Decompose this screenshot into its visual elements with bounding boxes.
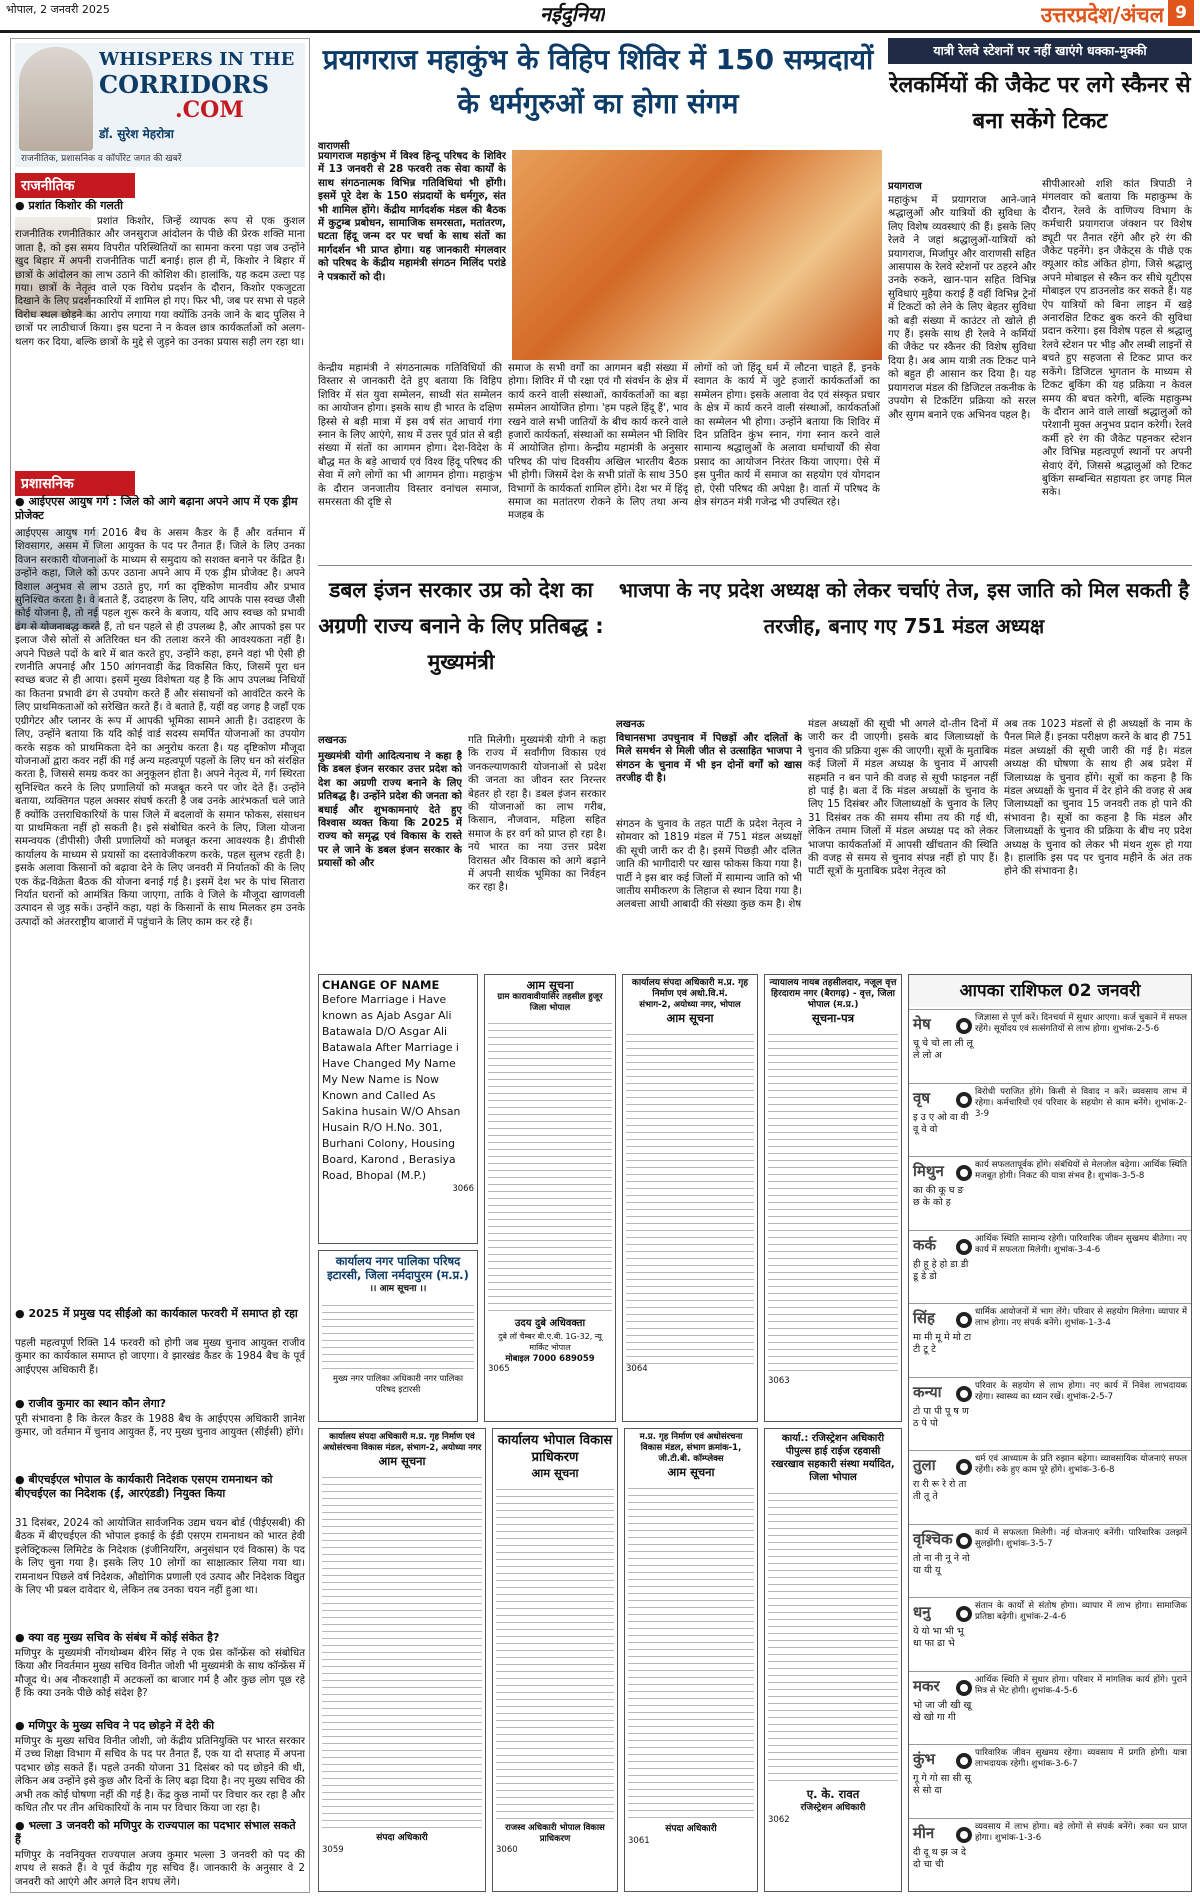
- yogi-dateline: लखनऊ: [318, 735, 347, 746]
- kumbh-headline: प्रयागराज महाकुंभ के विहिप शिविर में 150 सम्प्रदायों के धर्मगुरुओं का होगा संगम: [322, 43, 874, 120]
- item4-body: पूरी संभावना है कि केरल कैडर के 1988 बैच के आईएएस अधिकारी ज्ञानेश कुमार, जो वर्तमान में चुनाव आयुक्त हैं, नए मुख्य चुनाव आयुक्त (सीईसी) होंगे।: [15, 1414, 305, 1439]
- item3-title-text: 2025 में प्रमुख पद सीईओ का कार्यकाल फरवरी में समाप्त हो रहा: [28, 1307, 298, 1320]
- kumbh-body2: समाज के सभी वर्गों का आगमन बड़ी संख्या में होगा। शिविर में पौ रक्षा एवं गौ संवर्धन के क्षेत्र में कार्य करने वाली संस्थाओं, कार्यकर्ताओं का बड़ा सम्मेलन आयोजित होगा। 'हम पहले हिंदू हैं', भाव रखने वाले सभी जातियों के बीच कार्य करने वाले हजारों कार्यकर्ता, संस्थाओं का सम्मेलन भी शिविर में आयोजित होगा। केन्द्रीय महामंत्री के अनुसार परिषद की पांच दिवसीय अखिल भारतीय बैठक भी होगी। जिसमें देश के सभी प्रांतों के साथ 350 विभागों के कार्यकर्ता शामिल होंगे। देश भर में हिंदू समाज का मतांतरण रोकने के लिए तथा अन्य मजहब के: [508, 363, 688, 522]
- zodiac-symbol-icon: [953, 1457, 975, 1477]
- bjp-body2: मंडल अध्यक्षों की सूची भी अगले दो-तीन दिनों में जारी कर दी जाएगी। इसके बाद जिलाध्यक्षों के चुनाव की प्रक्रिया शुरू की जाएगी। सूत्रों के मुताबिक कई जिलों में मंडल अध्यक्ष के चुनाव में आपसी सहमति न बन पाने की वजह से सूची फाइनल नहीं हो पाई है। बता दें कि मंडल अध्यक्षों के चुनाव के लिए 15 दिसंबर और जिलाध्यक्षों के चुनाव के लिए 31 दिसंबर तक की समय सीमा तय की गई थी, लेकिन तमाम जिलों में मंडल अध्यक्ष पद को लेकर भाजपा कार्यकर्ताओं में आपसी खींचतान की स्थिति की वजह से समय से चुनाव संपन्न नहीं हो पाए हैं। पार्टी सूत्रों के मुताबिक प्रदेश नेतृत्व को: [808, 719, 998, 878]
- ad-code-7: 3062: [768, 1815, 790, 1825]
- change-name-ad: [318, 974, 478, 1244]
- kumbh-body3: लोगों को जो हिंदू धर्म में लौटना चाहते हैं, इनके स्वागत के कार्य में जुटे हजारों कार्यकर्ताओं का सम्मेलन होगा। इसके अलावा वेद एवं संस्कृत प्रचार के क्षेत्र में कार्य करने वाली संस्थाओं, कार्यकर्ताओं का सम्मेलन भी होगा। उन्होंने बताया कि शिविर में दिन प्रतिदिन कुंभ स्नान, गंगा स्नान करने वाले सामान्य श्रद्धालुओं के अलावा धर्माचार्यों की सेवा प्रसाद का आयोजन निरंतर किया जाएगा। ऐसे में इस पुनीत कार्य में समाज का सहयोग एवं योगदान हो, ऐसी परिषद की अपेक्षा है। वार्ता में परिषद के क्षेत्र संगठन मंत्री गजेन्द्र भी उपस्थित रहे।: [694, 363, 880, 509]
- header-rule: [0, 30, 1200, 33]
- item8-title-text: भल्ला 3 जनवरी को मणिपुर के राज्यपाल का पदभार संभाल सकते हैं: [15, 1819, 296, 1846]
- railway-dateline: प्रयागराज: [888, 181, 922, 192]
- rashi-prediction: कार्य में सफलता मिलेगी। नई योजनाएं बनेंगी। पारिवारिक उलझनें सुलझेंगी। शुभांक-3-5-7: [975, 1527, 1187, 1549]
- aam1-text: [488, 1017, 612, 1317]
- advocate-phone: मोबाइल 7000 689059: [505, 1354, 595, 1364]
- item2-body: आईएएस आयुष गर्ग 2016 बैच के असम कैडर के हैं और वर्तमान में शिवसागर, असम में जिला आयुक्त के पद पर तैनात हैं। जिले के लिए उनका विजन सरकारी योजनाओं के माध्यम से समुदाय को सशक्त बनाने पर केंद्रित है। उन्होंने कहा, जिले को ऊपर उठाना अपने आप में एक ड्रीम प्रोजेक्ट है। अपने विशाल अनुभव से लाभ उठाते हुए, गर्ग का दृष्टिकोण मानवीय और प्रभाव सुनिश्चित करता है। वे बताते हैं, उदाहरण के लिए, यदि आपके पास स्वच्छ जैसी कोई योजना है, तो नई पहल शुरू करने के बजाय, यदि आप स्वच्छ को प्रभावी ढंग से योजनाबद्ध करते हैं, तो धन पहले से ही उपलब्ध है, और आपको इस पर इलाज जैसे स्रोतों से अतिरिक्त धन की तलाश करने की आवश्यकता नहीं है। अपने पिछले पदों के बारे में बात करते हुए, उन्होंने कहा, हमने वहां भी ऐसी ही रणनीति अपनाई और 150 आंगनवाड़ी केंद्र विकसित किए, जिसमें पूरा धन स्वच्छ बजट से ही आया। इसमें मुख्य विशेषता यह है कि आप उपलब्ध निधियों का कितना प्रभावी ढंग से उपयोग करते हैं और संसाधनों को आवंटित करने के लिए प्राथमिकताओं को सरेखित करते हैं। वे बताते हैं, यहीं वह जगह है जहाँ एक एग्रीगेटर और प्लानर के रूप में आपकी भूमिका सामने आती है। उदाहरण के लिए, उन्होंने बताया कि यदि कोई वार्ड सदस्य समर्पित योजनाओं का उपयोग करके सड़क को प्राथमिकता देने का अनुरोध करता है। यह दृष्टिकोण मौजूदा योजनाओं द्वारा कवर नहीं की गई अन्य महत्वपूर्ण पहलों के लिए धन को संरक्षित करता है, जिससे समग्र कवर का अनुकूलन होता है। अपने नेतृत्व में, गर्ग स्थिरता सुनिश्चित करने के लिए प्रणालियों को मजबूत करने पर जोर देते हैं। उन्होंने बताया, व्यक्तिगत पहल अक्सर संघर्ष करती है जब उनके आरंभकर्ता चले जाते हैं क्योंकि उत्तराधिकारियों के पास जिले में बदलावों के समान फोकस, संसाधन या प्राथमिकता नहीं हो सकती है। इसे संबोधित करने के लिए, जिला योजना समन्वयक (डीपीसी) जैसी प्रणालियों को मजबूत करना आवश्यक है। डीपीसी कार्यालय के माध्यम से प्रयासों का दस्तावेजीकरण करके, पहल सुलभ रहती है। इसके अलावा किसानों को बढ़ावा देने के लिए जनवरी में निर्यातकों की के लिए एक केंद्र-विक्रेता बैठक की योजना बनाई गई है। इसमें देश भर के पांच सितारा निर्यात घरानों को आमंत्रित किया जाएगा, ताकि वे जिले के मौजूदा खाणवली उत्पादन से जुड़ सकें। उन्होंने कहा, यहां के किसानों के साथ मिलकर हम उनके उत्पादों को अंतरराष्ट्रीय बाजारों में पहुंचाने के लिए काम कर रहे हैं।: [15, 528, 305, 928]
- tahsildar-notice: [764, 974, 902, 1422]
- item6-title-text: क्या वह मुख्य सचिव के संबंध में कोई संकेत है?: [28, 1631, 220, 1644]
- newspaper-logo: नईदुनिया: [540, 2, 605, 26]
- rashi-letters: मा मी मू मे मो टा टी टू टे: [913, 1332, 972, 1355]
- rashi-name: तुला: [913, 1456, 936, 1474]
- zodiac-symbol-icon: [953, 1310, 975, 1330]
- item1-title-text: प्रशांत किशोर की गलती: [28, 199, 123, 212]
- registrar-title: कार्या.: रजिस्ट्रेशन अधिकारी पीपुल्स हाई राईज रहवासी रखरखाव सहकारी संस्था मर्यादित, जिला भोपाल: [771, 1433, 895, 1483]
- rashi-name: मिथुन: [913, 1162, 944, 1180]
- zodiac-symbol-icon: [953, 1604, 975, 1624]
- admin-section-head: प्रशासनिक: [15, 471, 135, 496]
- gruha-sign: संपदा अधिकारी: [665, 1824, 717, 1834]
- kumbh-lead: प्रयागराज महाकुंभ में विश्व हिन्दू परिषद के शिविर में 13 जनवरी से 28 फरवरी तक सेवा कार्यों के साथ संगठनात्मक विभिन्न गतिविधियां भी होंगी। इसमें पूरे देश के 150 संप्रदायों के धर्मगुरु, संत भी शामिल होंगे। केंद्रीय मार्गदर्शक मंडल की बैठक में कुटुम्ब प्रबोधन, सामाजिक समरसता, मतांतरण, घटता हिंदू जन्म दर पर चर्चा के साथ संतों का मार्गदर्शन भी प्राप्त होगा। यह जानकारी मंगलवार को परिषद के केंद्रीय महामंत्री संगठन मिलिंद परांडे ने पत्रकारों को दी।: [318, 151, 506, 283]
- item8-body: मणिपुर के नवनियुक्त राज्यपाल अजय कुमार भल्ला 3 जनवरी को पद की शपथ ले सकते हैं। वे पूर्व केंद्रीय गृह सचिव हैं। जानकारी के अनुसार वे 2 जनवरी को आएंगे और अगले दिन शपथ लेंगे।: [15, 1850, 305, 1888]
- estate-notice: [318, 1428, 486, 1892]
- registrar-text: [768, 1487, 898, 1787]
- issue-date: भोपाल, 2 जनवरी 2025: [6, 3, 110, 16]
- bda-text: [496, 1483, 614, 1823]
- section-title: उत्तरप्रदेश/अंचल: [1040, 3, 1164, 27]
- kumbh-dateline: वाराणसी: [318, 141, 350, 152]
- rashi-letters: दी दू थ झ ञ दे दो चा ची: [913, 1846, 966, 1870]
- change-name-code: 3066: [452, 1184, 474, 1194]
- rashi-row: [909, 1818, 1191, 1892]
- rashi-name: धनु: [913, 1603, 931, 1621]
- rashi-row: [909, 1156, 1191, 1230]
- change-name-body: Before Marriage i Have known as Ajab Asgar Ali Batawala D/O Asgar Ali Batawala After Marriage i Have Changed My Name My New Name is Now Known and Called As Sakina husain W/O Ahsan Husain R/O H.No. 301, Burhani Colony, Housing Board, Karond , Berasiya Road, Bhopal (M.P.): [322, 993, 461, 1182]
- karyalay-sub: संभाग-2, अयोध्या नगर, भोपाल: [639, 1000, 741, 1010]
- karyalay-text: [626, 1028, 754, 1364]
- ad-code-4: 3059: [322, 1845, 344, 1855]
- political-section-head: राजनीतिक: [15, 173, 135, 198]
- itarsi-sign: मुख्य नगर पालिका अधिकारी नगर पालिका परिषद इटारसी: [332, 1374, 464, 1395]
- zodiac-symbol-icon: [953, 1678, 975, 1698]
- karyalay-title: कार्यालय संपदा अधिकारी म.प्र. गृह निर्माण एवं अधो.वि.मं.: [631, 978, 749, 999]
- estate-sub: आम सूचना: [378, 1454, 426, 1468]
- rashi-name: वृश्चिक: [913, 1529, 953, 1548]
- railway-body1: महाकुंभ में प्रयागराज आने-जाने श्रद्धालुओं और यात्रियों की सुविधा के लिए विशेष व्यवस्थाएं की हैं। इसके लिए रेलवे ने जहां श्रद्धालुओं-यात्रियों को प्रयागराज, मिर्जापुर और वाराणसी सहित आसपास के रेलवे स्टेशनों पर ठहरने और उनके रुकने, खान-पान सहित विभिन्न सुविधाएं मुहैया कराई हैं वहीं विभिन्न ट्रेनों में टिकटों को लेने के लिए बेहतर सुविधा को बड़ी संख्या में काउंटर तो खोले ही गए हैं। इसके साथ ही रेलवे ने कर्मियों की जैकेट पर स्कैनर की विशेष सुविधा दिया है। अब आम यात्री तक टिकट पाने को बहुत ही आसान कर दिया है। यह प्रयागराज मंडल की डिजिटल तकनीक के उपयोग से टिकटिंग प्रक्रिया को सरल और सुगम बनाने एक अभिनव पहल है।: [888, 195, 1036, 421]
- item4-title-text: राजीव कुमार का स्थान कौन लेगा?: [28, 1397, 167, 1410]
- gruha-title: म.प्र. गृह निर्माण एवं अधोसंरचना विकास मंडल, संभाग क्रमांक-1, जी.टी.बी. कॉम्प्लेक्स: [639, 1432, 743, 1464]
- tahsildar-text: [768, 1028, 898, 1376]
- estate-sign: संपदा अधिकारी: [376, 1833, 428, 1843]
- author-name: डॉ. सुरेश मेहरोत्रा: [99, 127, 174, 141]
- aam1-sub: ग्राम कारावावीयासिर तहसील हुजूर जिला भोपाल: [497, 992, 603, 1013]
- itarsi-sub: ।। आम सूचना ।।: [369, 1284, 427, 1294]
- item2-title-text: आईएएस आयुष गर्ग : जिले को आगे बढ़ाना अपने आप में एक ड्रीम प्रोजेक्ट: [15, 495, 298, 522]
- rashi-row: [909, 1083, 1191, 1157]
- whispers-logo-line2: CORRIDORS: [99, 71, 270, 99]
- zodiac-symbol-icon: [953, 1384, 975, 1404]
- item8-title: ● भल्ला 3 जनवरी को मणिपुर के राज्यपाल का पदभार संभाल सकते हैं: [15, 1819, 296, 1846]
- registrar-role: रजिस्ट्रेशन अधिकारी: [800, 1803, 866, 1813]
- whispers-tagline: राजनीतिक, प्रशासनिक व कॉर्पोरेट जगत की खबरें: [21, 154, 182, 164]
- ad-code-6: 3061: [628, 1836, 650, 1846]
- rashi-letters: चू चे चो ला ली लू ले लो अ: [913, 1038, 973, 1061]
- rashi-name: मकर: [913, 1676, 940, 1695]
- rashi-prediction: कार्य सफलतापूर्वक होंगे। संबंधियों से मेलजोल बढ़ेगा। आर्थिक स्थिति मजबूत होगी। निकट की यात्रा संभव है। शुभांक-3-5-8: [975, 1160, 1187, 1182]
- yogi-body: गति मिलेगी। मुख्यमंत्री योगी ने कहा कि राज्य में सर्वांगीण विकास एवं जनकल्याणकारी योजनाओं से प्रदेश की जनता का जीवन स्तर निरन्तर बेहतर हो रहा है। डबल इंजन सरकार की योजनाओं का लाभ गरीब, किसान, नौजवान, महिला सहित समाज के हर वर्ग को प्राप्त हो रहा है। नये भारत का नया उत्तर प्रदेश विरासत और विकास को आगे बढ़ाने में अपनी सार्थक भूमिका का निर्वहन कर रहा है।: [468, 735, 606, 894]
- zodiac-symbol-icon: [953, 1090, 975, 1110]
- item5-body: 31 दिसंबर, 2024 को आयोजित सार्वजनिक उद्यम चयन बोर्ड (पीईएसबी) की बैठक में बीएचईएल की भोपाल इकाई के ईडी एसएम रामनाथन को भारत हेवी इलेक्ट्रिकल्स लिमिटेड के निदेशक (इंजीनियरिंग, अनुसंधान एवं विकास) के पद के लिए चुना गया है। इसके लिए 10 लोगों का साक्षात्कार लिया गया था। रामनाथन पिछले वर्ष निदेशक, औद्योगिक प्रणाली एवं उत्पाद और निदेशक विद्युत के लिए भी प्रबल दावेदार थे, लेकिन तब उनका चयन नहीं हुआ था।: [15, 1518, 305, 1597]
- bda-notice: [492, 1428, 618, 1892]
- rashi-prediction: विरोधी पराजित होंगे। किसी से विवाद न करें। व्यवसाय लाभ में रहेगा। कर्मचारियों एवं परिवार के सहयोग से काम बनेंगे। शुभांक-2-3-9: [975, 1086, 1187, 1120]
- yogi-headline: डबल इंजन सरकार उप्र को देश का अग्रणी राज्य बनाने के लिए प्रतिबद्ध : मुख्यमंत्री: [318, 578, 604, 674]
- rashi-letters: ही हू हे हो डा डी डू डे डो: [913, 1258, 969, 1282]
- bjp-headline: भाजपा के नए प्रदेश अध्यक्ष को लेकर चर्चाएं तेज, इस जाति को मिल सकती है तरजीह, बनाए गए 751 मंडल अध्यक्ष: [618, 578, 1190, 638]
- rashi-prediction: संतान के कार्यों से संतोष होगा। व्यापार में लाभ होगा। सामाजिक प्रतिष्ठा बढ़ेगी। शुभांक-2-4-6: [975, 1601, 1187, 1623]
- item3-title: ● 2025 में प्रमुख पद सीईओ का कार्यकाल फरवरी में समाप्त हो रहा: [15, 1307, 298, 1320]
- item3-body: पहली महत्वपूर्ण रिक्ति 14 फरवरी को होगी जब मुख्य चुनाव आयुक्त राजीव कुमार का कार्यकाल समाप्त हो जाएगा। वे झारखंड कैडर के 1984 बैच के पूर्व आईएएस अधिकारी हैं।: [15, 1338, 305, 1376]
- zodiac-symbol-icon: [953, 1531, 975, 1551]
- rashi-letters: टो पा पी पू ष ण ठ पे पो: [913, 1405, 969, 1429]
- bda-sub: आम सूचना: [531, 1466, 579, 1480]
- gruha-text: [628, 1482, 754, 1822]
- aam1-title: आम सूचना: [526, 978, 574, 992]
- rashi-name: वृष: [913, 1088, 931, 1107]
- rashi-name: मीन: [913, 1823, 935, 1842]
- item5-title: ● बीएचईएल भोपाल के कार्यकारी निदेशक एसएम रामनाथन को बीएचईएल का निदेशक (ई, आरएंडडी) नियुक्त किया: [15, 1473, 273, 1500]
- rashi-prediction: धर्म एवं आध्यात्म के प्रति रुझान बढ़ेगा। व्यावसायिक योजनाएं सफल रहेंगी। रुके हुए काम पूरे होंगे। शुभांक-3-6-8: [975, 1454, 1187, 1476]
- rashi-row: [909, 1597, 1191, 1671]
- zodiac-symbol-icon: [953, 1237, 975, 1257]
- registrar-sign: ए. के. रावत: [806, 1787, 860, 1801]
- bjp-dateline: लखनऊ: [616, 719, 645, 730]
- rashifal-list: [909, 1009, 1191, 1891]
- railway-kicker: यात्री रेलवे स्टेशनों पर नहीं खाएंगे धक्का-मुक्की: [888, 38, 1192, 64]
- rashi-name: कुंभ: [913, 1750, 936, 1768]
- kumbh-photo: [512, 150, 882, 360]
- rashi-name: सिंह: [913, 1309, 935, 1327]
- tahsildar-sub: सूचना-पत्र: [811, 1011, 855, 1025]
- item1-title: ● प्रशांत किशोर की गलती: [15, 199, 123, 212]
- rashi-letters: इ उ ए ओ वा वी वू वे वो: [913, 1111, 969, 1135]
- rashi-name: कन्या: [913, 1382, 942, 1401]
- rashi-letters: रा री रू रे रो ता ती तू ते: [913, 1479, 967, 1502]
- rashi-row: [909, 1303, 1191, 1377]
- rashifal-title: आपका राशिफल 02 जनवरी: [909, 975, 1191, 1007]
- rashi-row: [909, 1744, 1191, 1818]
- ad-code-5: 3060: [496, 1845, 518, 1855]
- page-number: 9: [1168, 0, 1194, 26]
- rashi-prediction: आर्थिक स्थिति में सुधार होगा। परिवार में मांगलिक कार्य होंगे। पुराने मित्र से भेंट होगी। शुभांक-4-5-6: [975, 1674, 1187, 1696]
- rashi-row: [909, 1230, 1191, 1304]
- rashi-prediction: परिवार के सहयोग से लाभ होगा। नए कार्य में निवेश लाभदायक रहेगा। स्वास्थ्य का ध्यान रखें। शुभांक-2-5-7: [975, 1380, 1187, 1402]
- rashi-name: मेष: [913, 1015, 931, 1033]
- bda-title: कार्यालय भोपाल विकास प्राधिकरण: [497, 1433, 613, 1465]
- bjp-body3: अब तक 1023 मंडलों से ही अध्यक्षों के नाम के पैनल मिले हैं। इनका परीक्षण करने के बाद ही 751 मंडल अध्यक्षों की सूची जारी की गई है। मंडल अध्यक्ष की घोषणा के साथ ही अब प्रदेश में जिलाध्यक्ष के चुनाव होंगे। सूत्रों का कहना है कि मंडल अध्यक्षों के चुनाव में देर होने की वजह से अब जिलाध्यक्षों का चुनाव 15 जनवरी तक हो पाने की संभावना है। सूत्रों का कहना है कि मंडल और जिलाध्यक्षों के चुनाव की प्रक्रिया के बीच नए प्रदेश अध्यक्ष के चुनाव को लेकर भी मंथन शुरू हो गया है। हालांकि इस पद पर चुनाव महीने के अंत तक होने की संभावना है।: [1004, 719, 1192, 878]
- item6-body: मणिपुर के मुख्यमंत्री नोंगथोम्बम बीरेन सिंह ने एक प्रेस कॉन्फ्रेंस को संबोधित किया और निवर्तमान मुख्य सचिव विनीत जोशी भी मुख्यमंत्री के साथ कॉन्फ्रेंस में मौजूद थे। अब नौकरशाही में अटकलों का बाजार गर्म है और कुछ लोग पूछ रहे हैं कि क्या उनके पीछे कोई संदेश है?: [15, 1648, 305, 1700]
- aam-suchna-1: [484, 974, 616, 1422]
- item5-title-text: बीएचईएल भोपाल के कार्यकारी निदेशक एसएम रामनाथन को बीएचईएल का निदेशक (ई, आरएंडडी) नियुक्त किया: [15, 1473, 273, 1500]
- karyalay-notice: [622, 974, 758, 1422]
- author-photo: [19, 47, 93, 151]
- rashi-row: [909, 1671, 1191, 1745]
- section-divider: [318, 565, 1192, 566]
- item7-title: ● मणिपुर के मुख्य सचिव ने पद छोड़ने में देरी की: [15, 1719, 215, 1732]
- rashi-prediction: व्यवसाय में लाभ होगा। बड़े लोगों से संपर्क बनेंगे। रुका धन प्राप्त होगा। शुभांक-1-3-6: [975, 1821, 1187, 1843]
- rashi-name: कर्क: [913, 1235, 937, 1254]
- kumbh-body1: केन्द्रीय महामंत्री ने संगठनात्मक गतिविधियों की विस्तार से जानकारी देते हुए बताया कि विहिप शिविर में संत युवा सम्मेलन, साध्वी संत सम्मेलन का आयोजन होगा। इसके साथ ही भारत के दक्षिण हिस्से से बड़ी मात्रा में इस वर्ष संत आचार्य गंगा स्नान के लिए आएंगे, साथ में उत्तर पूर्व प्रांत से बड़ी संख्या में संतों का आगमन होगा। देश-विदेश के बौद्ध मत के बड़े आचार्य एवं विश्व हिंदू परिषद की सेवा में लगे लोगों का भी आगमन होगा। महाकुंभ के दौरान जनजातीय विस्तार वनांचल समाज, समरसता की दृष्टि से: [318, 363, 502, 509]
- railway-body2: सीपीआरओ शशि कांत त्रिपाठी ने मंगलवार को बताया कि महाकुम्भ के दौरान, रेलवे के वाणिज्य विभाग के कर्मचारी प्रयागराज जंक्शन पर विशेष ड्यूटी पर तैनात रहेंगे और हरे रंग की जैकेट पहनेंगे। इन जैकेट्स के पीछे एक क्यूआर कोड अंकित होगा, जिसे श्रद्धालु अपने मोबाइल से स्कैन कर सीधे यूटीएस मोबाइल एप डाउनलोड कर सकते हैं। यह ऐप यात्रियों को बिना लाइन में खड़े अनारक्षित टिकट बुक करने की सुविधा प्रदान करेगा। इस विशेष पहल से श्रद्धालु रेलवे स्टेशन पर भीड़ और लम्बी लाइनों से बचते हुए सहजता से टिकट प्राप्त कर सकेंगे। डिजिटल भुगतान के माध्यम से टिकट बुकिंग की यह प्रक्रिया न केवल समय की बचत करेगी, बल्कि महाकुम्भ के दौरान आने वाले लाखों श्रद्धालुओं को परेशानी मुक्त अनुभव प्रदान करेगी। रेलवे कर्मी हरे रंग की जैकेट पहनकर स्टेशन और विभिन्न महत्वपूर्ण स्थानों पर अपनी सेवाएं देंगे, जिससे श्रद्धालुओं को टिकट बुकिंग सम्बन्धित सहायता हर जगह मिल सके।: [1042, 179, 1192, 499]
- item6-title: ● क्या वह मुख्य सचिव के संबंध में कोई संकेत है?: [15, 1631, 220, 1644]
- item1-body: प्रशांत किशोर, जिन्हें व्यापक रूप से एक कुशल राजनीतिक रणनीतिकार और जनसुराज आंदोलन के पीछे की प्रेरक शक्ति माना जाता है, को इस समय विपरीत परिस्थितियों का सामना करना पड़ा जब उन्होंने खुद बिहार में अपनी राजनीतिक पार्टी बनाई। हाल ही में, किशोर ने बिहार में छात्रों के आंदोलन का लाभ उठाने की कोशिश की। हालांकि, यह कदम उल्टा पड़ गया। छात्रों के नेतृत्व वाले एक विरोध प्रदर्शन के दौरान, किशोर एकजुटता दिखाने के लिए प्रदर्शनकारियों में शामिल हो गए। फिर भी, जब पर सभा से पहले विरोध स्थल छोड़ने का आरोप लगाया गया क्योंकि उनके जाने के बाद पुलिस ने छात्रों पर लाठीचार्ज किया। इस घटना ने न केवल छात्र कार्यकर्ताओं को अलग-थलग कर दिया, बल्कि छात्रों के मुद्दे से जुड़ने का उनका प्रयास सही लग रहा था।: [15, 216, 305, 348]
- rashi-row: [909, 1450, 1191, 1524]
- rashi-letters: ये यो भा भी भू धा फा ढा भे: [913, 1626, 964, 1649]
- itarsi-notice: [318, 1250, 478, 1422]
- rashi-row: [909, 1524, 1191, 1598]
- rashi-prediction: पारिवारिक जीवन सुखमय रहेगा। व्यवसाय में प्रगति होगी। यात्रा लाभदायक रहेगी। शुभांक-3-6-7: [975, 1748, 1187, 1770]
- rashi-prediction: जिज्ञासा से पूर्ण करें। दिनचर्या में सुधार आएगा। कर्ज चुकाने में सफल रहेंगे। सूर्योदय एवं सत्संगतियों से लाभ होगा। शुभांक-2-5-6: [975, 1013, 1187, 1035]
- item7-body: मणिपुर के मुख्य सचिव विनीत जोशी, जो केंद्रीय प्रतिनियुक्ति पर भारत सरकार में उच्च शिक्षा विभाग में सचिव के पद पर तैनात हैं, एक या दो सप्ताह में अपना पदभार छोड़ सकते हैं। पहले उनकी योजना 31 दिसंबर को पद छोड़ने की थी, लेकिन अब उन्होंने इसे कुछ और दिनों के लिए बढ़ा दिया है। नए मुख्य सचिव की अभी तक कोई घोषणा नहीं की गई है। केंद्र कुछ नामों पर विचार कर रहा है और कथित तौर पर तीन अधिकारियों के नाम पर विचार किया जा रहा है।: [15, 1736, 305, 1815]
- advocate-name: उदय दुबे अधिवक्ता: [514, 1318, 586, 1329]
- rashifal-box: [908, 974, 1192, 1892]
- whispers-logo-line3: .COM: [175, 97, 244, 123]
- rashi-row: [909, 1377, 1191, 1451]
- whispers-column: [10, 38, 310, 1893]
- rashi-prediction: आर्थिक स्थिति सामान्य रहेगी। पारिवारिक जीवन सुखमय बीतेगा। नए कार्य में सफलता मिलेगी। शुभांक-3-4-6: [975, 1233, 1187, 1255]
- zodiac-symbol-icon: [953, 1016, 975, 1036]
- estate-title: कार्यालय संपदा अधिकारी म.प्र. गृह निर्माण एवं अधोसंरचना विकास मंडल, संभाग-2, अयोध्या नगर: [322, 1432, 482, 1453]
- item7-title-text: मणिपुर के मुख्य सचिव ने पद छोड़ने में देरी की: [28, 1719, 215, 1732]
- estate-text: [322, 1471, 482, 1831]
- whispers-logo-line1: WHISPERS IN THE: [99, 49, 295, 70]
- item4-title: ● राजीव कुमार का स्थान कौन लेगा?: [15, 1397, 167, 1410]
- change-name-title: CHANGE OF NAME: [322, 978, 440, 992]
- item2-title: ● आईएएस आयुष गर्ग : जिले को आगे बढ़ाना अपने आप में एक ड्रीम प्रोजेक्ट: [15, 495, 298, 522]
- rashi-row: [909, 1009, 1191, 1083]
- rashi-prediction: धार्मिक आयोजनों में भाग लेंगे। परिवार से सहयोग मिलेगा। व्यापार में लाभ होगा। नए संपर्क बनेंगे। शुभांक-1-3-4: [975, 1307, 1187, 1329]
- rashi-letters: भो जा जी खी खू खे खो गा गी: [913, 1699, 972, 1723]
- zodiac-symbol-icon: [953, 1163, 975, 1183]
- bjp-body1: संगठन के चुनाव के तहत पार्टी के प्रदेश नेतृत्व ने सोमवार को 1819 मंडल में 751 मंडल अध्यक्षों की सूची जारी कर दी है। इसमें पिछड़ी और दलित जाति की भागीदारी पर खास फोकस किया गया है। पार्टी ने इस बार कई जिलों में सामान्य जाति को भी जातीय समीकरण के लिहाज से स्थान दिया गया है। अलबत्ता आधी आबादी की संख्या कुछ कम है। शेष: [616, 819, 802, 911]
- itarsi-text: [322, 1299, 474, 1373]
- rashi-letters: तो ना नी नू ने नो या यी यू: [913, 1552, 970, 1576]
- ad-code-2: 3064: [626, 1364, 648, 1374]
- gruha-sub: आम सूचना: [667, 1465, 715, 1479]
- zodiac-symbol-icon: [953, 1751, 975, 1771]
- bda-sign: राजस्व अधिकारी भोपाल विकास प्राधिकरण: [505, 1823, 605, 1844]
- bjp-lead: विधानसभा उपचुनाव में पिछड़ों और दलितों के मिले समर्थन से मिली जीत से उत्साहित भाजपा ने संगठन के चुनाव में भी इन दोनों वर्गों को खास तरजीह दी है।: [616, 733, 802, 785]
- advocate-address: दुबे लॉ चैम्बर बी.ए.बी. 1G-32, न्यू मार्किट भोपाल: [498, 1332, 602, 1352]
- whispers-banner: [15, 43, 305, 167]
- ad-code-3: 3063: [768, 1376, 790, 1386]
- rashi-letters: का की कू घ ङ छ के को ह: [913, 1185, 964, 1208]
- aam2-title: आम सूचना: [666, 1011, 714, 1025]
- itarsi-title: कार्यालय नगर पालिका परिषद इटारसी, जिला नर्मदापुरम (म.प्र.): [327, 1254, 469, 1282]
- railway-headline: रेलकर्मियों की जैकेट पर लगे स्कैनर से बना सकेंगे टिकट: [889, 73, 1191, 134]
- ad-code-1: 3065: [488, 1364, 510, 1374]
- tahsildar-title: न्यायालय नायब तहसीलदार, नजूल वृत्त हिरदाराम नगर (बैरागढ़) - वृत्त, जिला भोपाल (म.प्र.): [769, 978, 897, 1010]
- yogi-lead: मुख्यमंत्री योगी आदित्यनाथ ने कहा है कि डबल इंजन सरकार उत्तर प्रदेश को देश का अग्रणी राज्य बनाने के लिए प्रतिबद्ध है। उन्होंने प्रदेश की जनता को बधाई और शुभकामनाएं देते हुए विश्वास व्यक्त किया कि 2025 में राज्य को समृद्ध एवं विकास के रास्ते पर ले जाने के डबल इंजन सरकार के प्रयासों को और: [318, 751, 462, 870]
- zodiac-symbol-icon: [953, 1825, 975, 1845]
- rashi-letters: गू गे गो सा सी सू से सो दा: [913, 1773, 971, 1796]
- gruha-notice: [624, 1428, 758, 1892]
- registrar-notice: [764, 1428, 902, 1892]
